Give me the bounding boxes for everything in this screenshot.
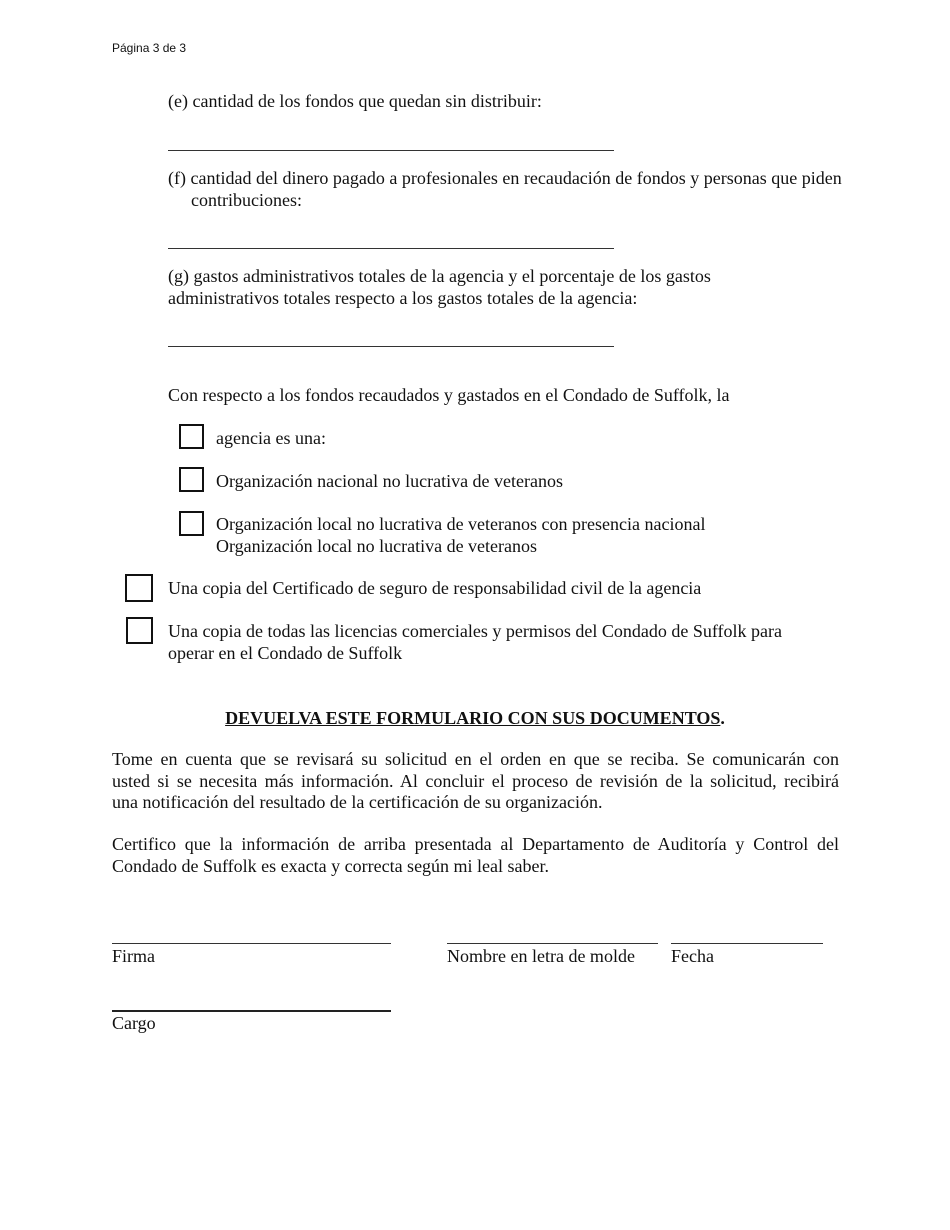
firma-line[interactable] <box>112 943 391 944</box>
nombre-line[interactable] <box>447 943 658 944</box>
fecha-label: Fecha <box>671 946 714 966</box>
local-veterans-national-label: Organización local no lucrativa de veteranos con presencia nacional <box>216 514 706 534</box>
item-f-label: (f) cantidad del dinero pagado a profesionales en recaudación de fondos y personas que piden contribuciones: <box>168 168 842 210</box>
item-e-label: (e) cantidad de los fondos que quedan sin distribuir: <box>168 91 542 111</box>
agency-type-intro: Con respecto a los fondos recaudados y gastados en el Condado de Suffolk, la <box>168 385 730 405</box>
local-veterans-label: Organización local no lucrativa de veteranos <box>216 536 538 556</box>
return-notice-title: DEVUELVA ESTE FORMULARIO CON SUS DOCUMENTOS. <box>225 708 725 728</box>
national-veterans-checkbox[interactable] <box>179 467 204 492</box>
item-f-answer-line[interactable] <box>168 248 614 249</box>
nombre-label: Nombre en letra de molde <box>447 946 635 966</box>
licenses-label-line2: operar en el Condado de Suffolk <box>168 643 403 663</box>
licenses-checkbox[interactable] <box>126 617 153 644</box>
item-g-label-line2: administrativos totales respecto a los gastos totales de la agencia: <box>168 288 638 308</box>
local-veterans-checkbox[interactable] <box>179 511 204 536</box>
cargo-label: Cargo <box>112 1013 156 1033</box>
page-number: Página 3 de 3 <box>112 41 187 55</box>
fecha-line[interactable] <box>671 943 823 944</box>
item-e-answer-line[interactable] <box>168 150 614 151</box>
item-g-answer-line[interactable] <box>168 346 614 347</box>
agency-option-checkbox[interactable] <box>179 424 204 449</box>
insurance-certificate-checkbox[interactable] <box>125 574 153 602</box>
national-veterans-label: Organización nacional no lucrativa de veteranos <box>216 471 564 491</box>
certify-note: Certifico que la información de arriba presentada al Departamento de Auditoría y Control del Condado de Suffolk es exacta y correcta según mi leal saber. <box>112 834 839 876</box>
agency-option-label: agencia es una: <box>216 428 326 448</box>
insurance-certificate-label: Una copia del Certificado de seguro de responsabilidad civil de la agencia <box>168 578 702 598</box>
firma-label: Firma <box>112 946 155 966</box>
licenses-label-line1: Una copia de todas las licencias comerciales y permisos del Condado de Suffolk para <box>168 621 782 641</box>
review-note: Tome en cuenta que se revisará su solicitud en el orden en que se reciba. Se comunicarán con usted si se necesita más información. Al concluir el proceso de revisión de la solicitud, recibirá una notificación del resultado de la certificación de su organización. <box>112 749 839 812</box>
item-g-label-line1: (g) gastos administrativos totales de la agencia y el porcentaje de los gastos <box>168 266 711 286</box>
